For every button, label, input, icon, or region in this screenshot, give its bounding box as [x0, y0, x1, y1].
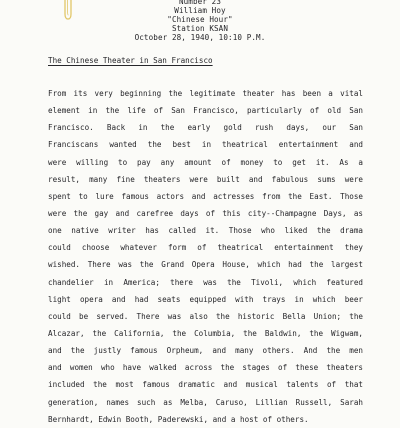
- body-line: Bernhardt, Edwin Booth, Paderewski, and a host of others.: [48, 414, 309, 424]
- body-line: Francisco. Back in the early gold rush days, our San: [48, 123, 363, 133]
- body-line: generation, names such as Melba, Caruso, Lillian Russell, Sarah: [48, 397, 363, 407]
- body-line: included the most famous dramatic and musical talents of that: [48, 380, 363, 390]
- body-line: and women who have walked across the stages of these theaters: [48, 363, 363, 373]
- body-line: light opera and had seats equipped with trays in which beer: [48, 294, 363, 304]
- body-line: Franciscans wanted the best in theatrical entertainment and: [48, 140, 363, 150]
- speaker-name: William Hoy: [174, 6, 226, 15]
- broadcast-header: [0, 0, 400, 42]
- body-line: wished. There was the Grand Opera House, which had the largest: [48, 260, 363, 270]
- body-line: element in the life of San Francisco, particularly of old San: [48, 106, 363, 116]
- script-number: Number 23: [178, 0, 222, 6]
- body-line: From its very beginning the legitimate theater has been a vital: [48, 89, 363, 98]
- body-line: chandelier in America; there was the Tivoli, which featured: [48, 277, 363, 287]
- body-line: and the justly famous Orpheum, and many others. And the men: [48, 346, 363, 356]
- body-line: could choose whatever form of theatrical entertainment they: [48, 243, 363, 253]
- body-line: Alcazar, the California, the Columbia, the Baldwin, the Wigwam,: [48, 328, 363, 338]
- body-paragraph: [48, 85, 363, 428]
- broadcast-datetime: October 28, 1940, 10:10 P.M.: [134, 33, 266, 42]
- body-line: were willing to pay any amount of money to get it. As a: [48, 157, 363, 167]
- section-title: The Chinese Theater in San Francisco: [48, 56, 213, 65]
- body-line: spent to lure famous actors and actresses from the East. Those: [48, 191, 363, 201]
- body-line: were the gay and carefree days of this city--Champagne Days, as: [48, 208, 363, 218]
- station-name: Station KSAN: [171, 24, 229, 33]
- body-line: one native writer has called it. Those who liked the drama: [48, 226, 363, 236]
- program-name: "Chinese Hour": [167, 15, 233, 24]
- body-line: result, many fine theaters were built and fabulous sums were: [48, 174, 363, 184]
- body-line: could be served. There was also the historic Bella Union; the: [48, 311, 363, 321]
